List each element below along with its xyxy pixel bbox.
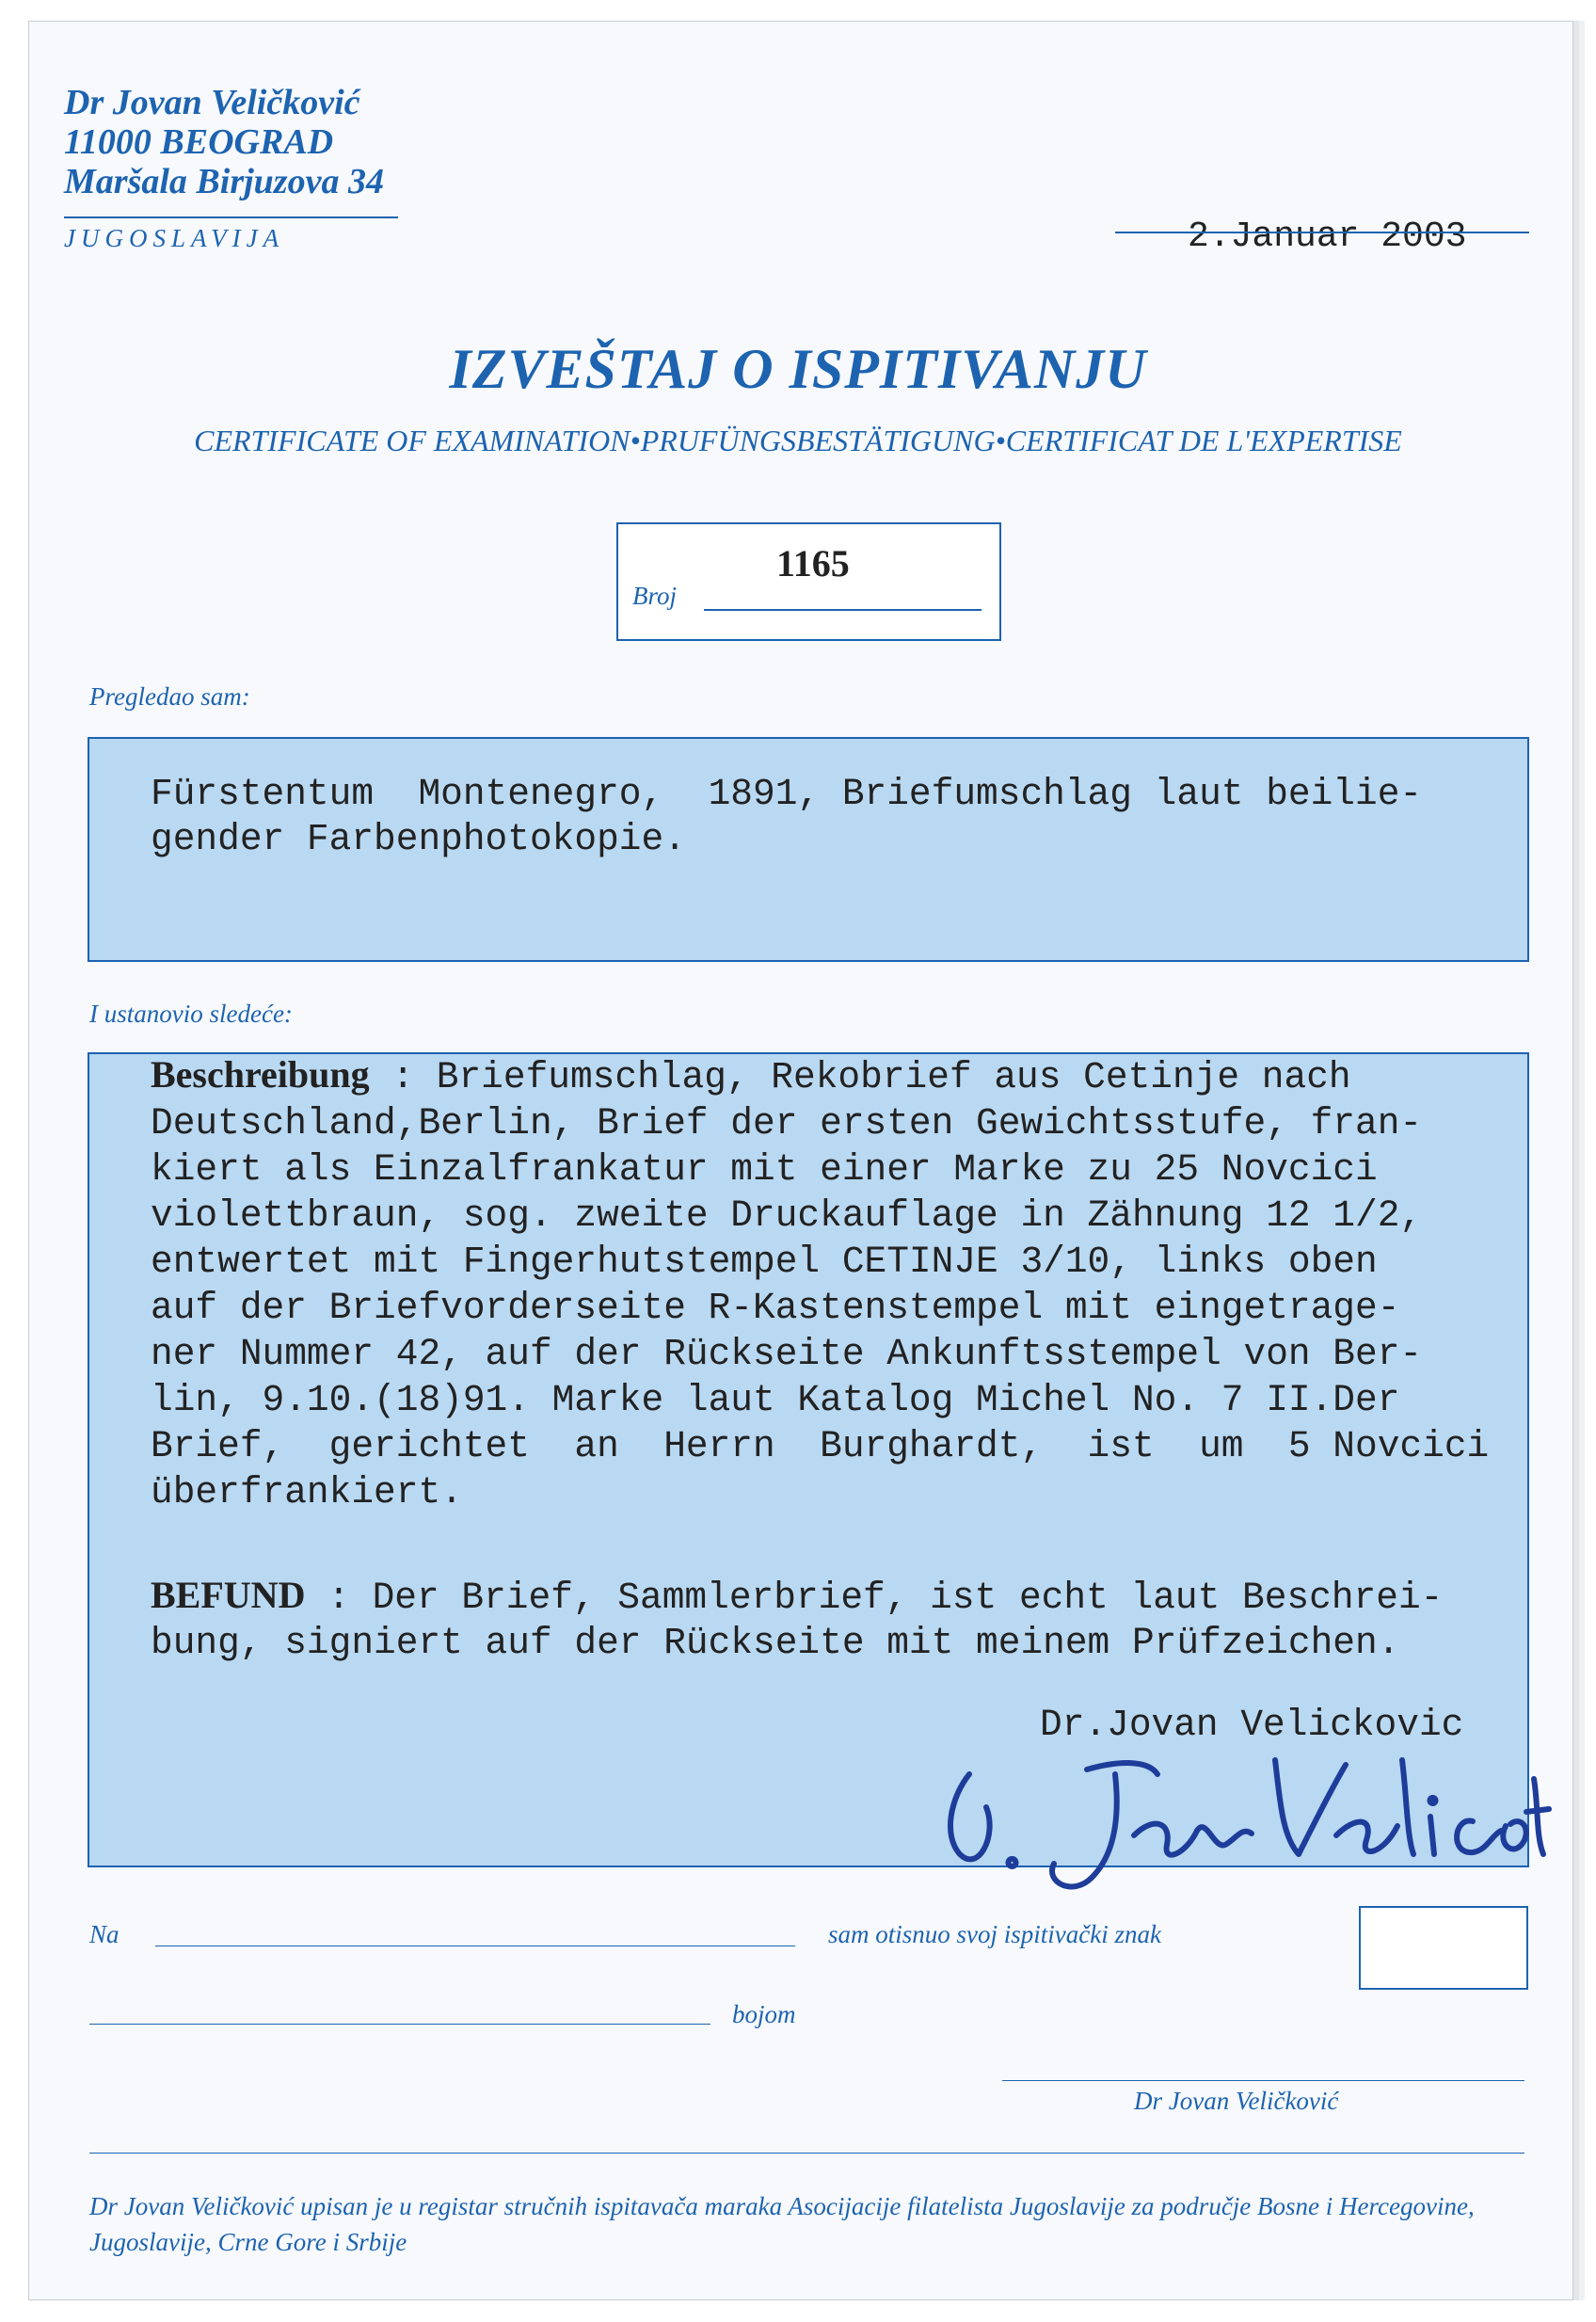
findings-label: I ustanovio sledeće:: [89, 1000, 293, 1028]
examined-line: Fürstentum Montenegro, 1891, Briefumschlag laut beilie-: [151, 773, 1423, 815]
description-line: überfrankiert.: [151, 1471, 463, 1513]
handwritten-signature: [932, 1722, 1553, 1911]
certificate-date: 2.Januar 2003: [1188, 216, 1467, 257]
description-line: violettbraun, sog. zweite Druckauflage in Zähnung 12 1/2,: [151, 1194, 1423, 1237]
signature-rule: [1002, 2080, 1524, 2081]
description-line: auf der Briefvorderseite R-Kastenstempel mit eingetrage-: [151, 1287, 1400, 1329]
typed-signature: Dr.Jovan Velickovic: [1040, 1704, 1464, 1746]
certificate-number-label: Broj: [632, 582, 677, 610]
stamp-mark-box: [1359, 1906, 1528, 1990]
page-subtitle: CERTIFICATE OF EXAMINATION•PRUFÜNGSBESTÄTIGUNG•CERTIFICAT DE L'EXPERTISE: [194, 424, 1402, 457]
examined-line: gender Farbenphotokopie.: [151, 818, 686, 860]
stamp-color-rule: [89, 2024, 710, 2025]
issuer-name: Dr Jovan Veličković: [64, 83, 360, 122]
stamp-line-prefix: Na: [89, 1920, 120, 1948]
description-line: Brief, gerichtet an Herrn Burghardt, ist um 5 Novcici: [151, 1425, 1490, 1467]
stamp-line-text: sam otisnuo svoj ispitivački znak: [828, 1920, 1161, 1948]
letterhead: [64, 83, 384, 201]
issuer-street: Maršala Birjuzova 34: [64, 162, 384, 201]
issuer-country: JUGOSLAVIJA: [64, 224, 285, 252]
date-rule: [1115, 232, 1529, 233]
description-line: [151, 1051, 1487, 1100]
description-line: lin, 9.10.(18)91. Marke laut Katalog Michel No. 7 II.Der: [151, 1379, 1400, 1421]
examined-text: [151, 772, 1422, 862]
verdict-text: [151, 1573, 1443, 1666]
page-title: IZVEŠTAJ O ISPITIVANJU: [449, 338, 1147, 400]
signature-caption: Dr Jovan Veličković: [1134, 2087, 1339, 2115]
issuer-city: 11000 BEOGRAD: [64, 122, 334, 162]
footer-rule: [89, 2153, 1524, 2154]
footer-note: Dr Jovan Veličković upisan je u registar stručnih ispitavača maraka Asocijacije filatelista Jugoslavije za područje Bosne i Hercegovine, Jugoslavije, Crne Gore i Srbije: [89, 2192, 1475, 2256]
description-line: entwertet mit Fingerhutstempel CETINJE 3/10, links oben: [151, 1241, 1378, 1283]
letterhead-rule: [64, 216, 398, 218]
verdict-heading: BEFUND: [151, 1574, 306, 1616]
certificate-number: 1165: [776, 542, 850, 585]
examined-label: Pregledao sam:: [89, 682, 250, 711]
verdict-line: bung, signiert auf der Rückseite mit meinem Prüfzeichen.: [151, 1622, 1400, 1664]
verdict-line-text: : Der Brief, Sammlerbrief, ist echt laut Beschrei-: [305, 1577, 1444, 1619]
stamp-color-label: bojom: [732, 2000, 796, 2028]
description-line-text: : Briefumschlag, Rekobrief aus Cetinje nach: [369, 1056, 1351, 1098]
description-text: [151, 1051, 1490, 1515]
description-line: Deutschland,Berlin, Brief der ersten Gewichtsstufe, fran-: [151, 1102, 1423, 1145]
certificate-number-rule: [704, 609, 982, 611]
description-heading: Beschreibung: [151, 1053, 370, 1096]
description-line: kiert als Einzalfrankatur mit einer Marke zu 25 Novcici: [151, 1148, 1378, 1191]
description-line: ner Nummer 42, auf der Rückseite Ankunftsstempel von Ber-: [151, 1333, 1423, 1375]
verdict-line: [151, 1573, 1443, 1621]
